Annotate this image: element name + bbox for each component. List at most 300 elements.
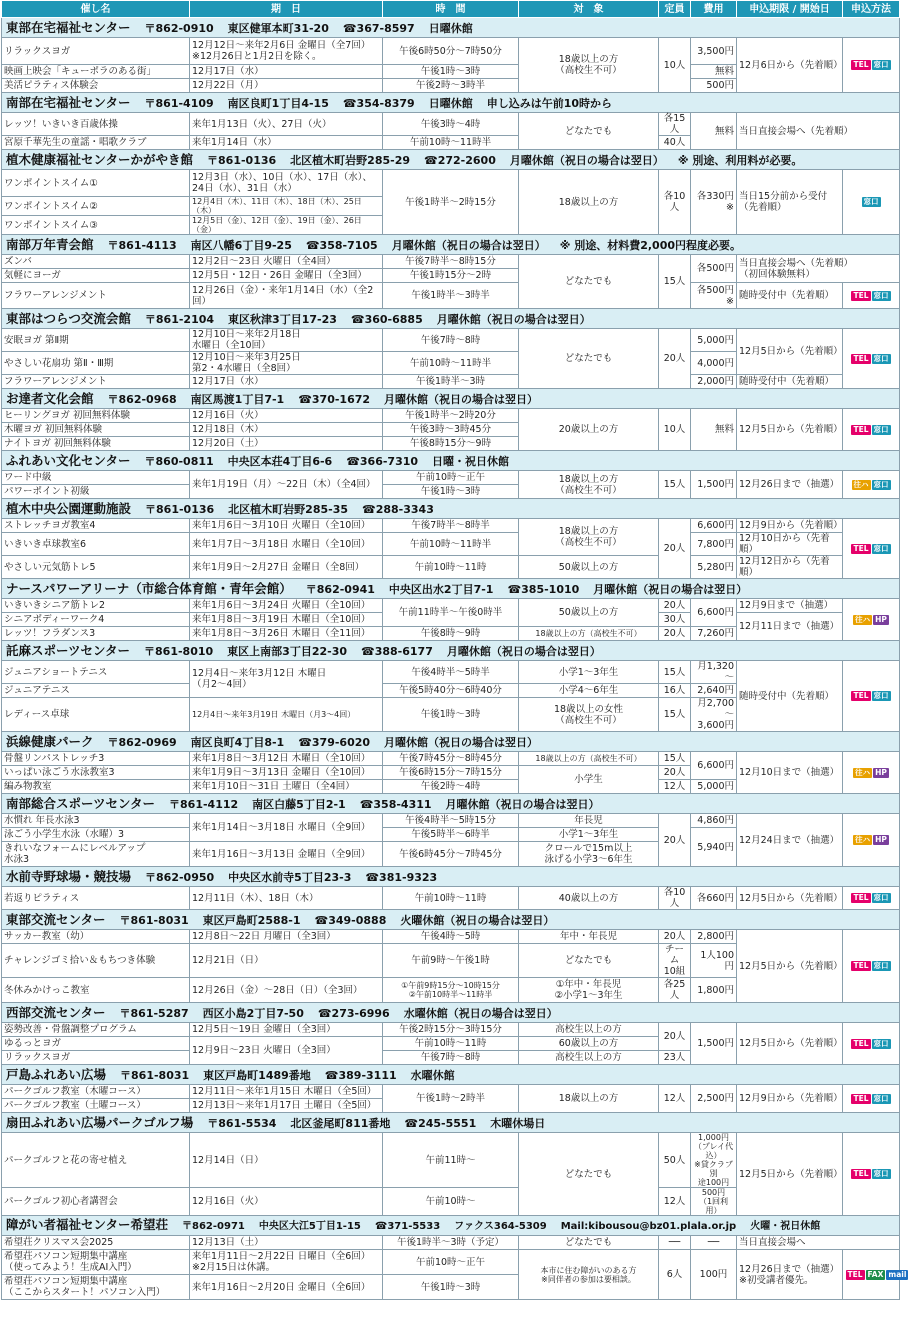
hp-badge: HP bbox=[875, 767, 887, 777]
facility-info: ☎349-0888 bbox=[314, 913, 387, 927]
event-capacity: 23人 bbox=[659, 1051, 691, 1065]
event-time: 午後2時～4時 bbox=[383, 780, 519, 794]
facility-info: ☎371-5533 bbox=[374, 1221, 441, 1232]
event-date: 来年1月19日（月）～22日（木）（全4回） bbox=[190, 471, 383, 499]
event-fee: 2,000円 bbox=[691, 375, 737, 389]
event-target: 18歳以上の方 （高校生不可） bbox=[519, 519, 659, 556]
facility-info: ※ 別途、利用料が必要。 bbox=[677, 153, 803, 167]
facility-name: ナースパワーアリーナ（市総合体育館・青年会館） bbox=[6, 580, 292, 596]
facility-info: ☎272-2600 bbox=[424, 153, 496, 167]
table-row bbox=[2, 255, 900, 269]
facility-name: 託麻スポーツセンター bbox=[6, 642, 131, 658]
facility-info: 〒860-0811 bbox=[144, 454, 214, 468]
event-fee: 月2,700～ 3,600円 bbox=[691, 698, 737, 732]
table-row bbox=[2, 471, 900, 485]
facility-name: 植木健康福祉センターかがやき館 bbox=[6, 151, 194, 167]
event-fee: 2,640円 bbox=[691, 684, 737, 698]
table-row bbox=[2, 1023, 900, 1037]
event-fee: 6,600円 bbox=[691, 519, 737, 533]
tel-badge: TEL bbox=[853, 290, 869, 300]
event-name: ワード中級 bbox=[2, 471, 190, 485]
facility-info: 日曜・祝日休館 bbox=[432, 454, 510, 468]
event-date: 12月22日（月） bbox=[190, 79, 383, 93]
facility-info: ☎379-6020 bbox=[298, 735, 371, 749]
event-time: 午前10時～11時 bbox=[383, 887, 519, 910]
table-row bbox=[2, 1236, 900, 1250]
table-row bbox=[2, 533, 900, 556]
event-apply: 当日直接会場へ（先着順） bbox=[737, 113, 900, 150]
event-target: 50歳以上の方 bbox=[519, 556, 659, 579]
event-capacity: 30人 bbox=[659, 613, 691, 627]
event-name: ワンポイントスイム① bbox=[2, 170, 190, 197]
event-fee: 5,000円 bbox=[691, 780, 737, 794]
col-header: 申込方法 bbox=[843, 1, 900, 18]
facility-info: 東区戸島町1489番地 bbox=[203, 1068, 311, 1082]
event-time: 午後6時15分～7時15分 bbox=[383, 766, 519, 780]
facility-header bbox=[2, 579, 900, 599]
event-target: どなたでも bbox=[519, 255, 659, 309]
event-name: 泳ごう小学生水泳（水曜）3 bbox=[2, 828, 190, 842]
event-time: 午後1時半～3時 bbox=[383, 375, 519, 389]
event-date: 12月9日～23日 火曜日（全3回） bbox=[190, 1037, 383, 1065]
window-badge: 窓口 bbox=[873, 691, 889, 700]
event-apply: 当日直接会場へ bbox=[737, 1236, 900, 1250]
event-capacity: 20人 bbox=[659, 329, 691, 389]
facility-info: ☎370-1672 bbox=[298, 392, 371, 406]
event-fee: 無料 bbox=[691, 65, 737, 79]
event-name: 気軽にヨーガ bbox=[2, 269, 190, 283]
event-target: 高校生以上の方 bbox=[519, 1051, 659, 1065]
event-apply: 随時受付中（先着順） bbox=[737, 661, 843, 732]
event-date: 12月18日（木） bbox=[190, 423, 383, 437]
event-date: 12月26日（金）～28日（日）（全3回） bbox=[190, 978, 383, 1003]
event-name: 若返りピラティス bbox=[2, 887, 190, 910]
facility-info: 月曜休館（祝日の場合は翌日） bbox=[445, 797, 600, 811]
facility-info: 月曜休館（祝日の場合は翌日） bbox=[384, 392, 539, 406]
event-fee: 5,000円 bbox=[691, 329, 737, 352]
facility-info: 火曜・祝日休館 bbox=[750, 1221, 821, 1232]
tel-badge: TEL bbox=[853, 1093, 869, 1103]
event-date: 来年1月14日（水） bbox=[190, 136, 383, 150]
event-target: 小学1～3年生 bbox=[519, 661, 659, 684]
event-name: 希望荘クリスマス会2025 bbox=[2, 1236, 190, 1250]
facility-info: 南区馬渡1丁目7-1 bbox=[190, 392, 285, 406]
window-badge: 窓口 bbox=[863, 197, 879, 206]
facility-header bbox=[2, 910, 900, 930]
tel-badge: TEL bbox=[853, 1169, 869, 1178]
event-name: ジュニアショートテニス bbox=[2, 661, 190, 684]
facility-info: 火曜休館（祝日の場合は翌日） bbox=[400, 913, 555, 927]
event-time: 午後7時～8時 bbox=[383, 1051, 519, 1065]
event-fee: 5,280円 bbox=[691, 556, 737, 579]
event-date: 12月5日・12日・26日 金曜日（全3回） bbox=[190, 269, 383, 283]
event-time: ①午前9時15分～10時15分 ②午前10時半～11時半 bbox=[383, 978, 519, 1003]
postcard-badge: 往ハ bbox=[855, 614, 871, 624]
event-name: フラワーアレンジメント bbox=[2, 283, 190, 309]
event-target: 小学生 bbox=[519, 766, 659, 794]
event-fee: 500円 bbox=[691, 79, 737, 93]
event-date: 12月12日～来年2月6日 金曜日（全7回） ※12月26日と1月2日を除く。 bbox=[190, 38, 383, 65]
facility-info: ☎388-6177 bbox=[361, 644, 433, 658]
event-time: 午後1時～3時 bbox=[383, 698, 519, 732]
apply-methods bbox=[843, 814, 900, 867]
apply-methods bbox=[843, 887, 900, 910]
col-header: 定員 bbox=[659, 1, 691, 18]
event-capacity: 12人 bbox=[659, 780, 691, 794]
apply-methods bbox=[843, 1023, 900, 1065]
event-time: 午前11時～ bbox=[383, 1133, 519, 1188]
apply-methods bbox=[843, 519, 900, 579]
facility-info: 中央区水前寺5丁目23-3 bbox=[228, 870, 352, 884]
facility-info: 〒862-0941 bbox=[305, 582, 375, 596]
apply-methods bbox=[843, 471, 900, 499]
facility-name: 東部交流センター bbox=[6, 911, 106, 927]
facility-info: ☎288-3343 bbox=[362, 502, 434, 516]
event-apply: 12月12日から（先着順） bbox=[737, 556, 843, 579]
facility-info: 南区白藤5丁目2-1 bbox=[252, 797, 346, 811]
window-badge: 窓口 bbox=[873, 1093, 889, 1103]
facility-name: 戸島ふれあい広場 bbox=[6, 1066, 107, 1082]
event-apply: 12月5日から（先着順） bbox=[737, 930, 843, 1003]
event-target: 年中・年長児 bbox=[519, 930, 659, 944]
event-apply: 12月26日まで（抽選） bbox=[737, 471, 843, 499]
facility-header bbox=[2, 309, 900, 329]
event-time: 午後1時半～3時（予定） bbox=[383, 1236, 519, 1250]
event-name: ナイトヨガ 初回無料体験 bbox=[2, 437, 190, 451]
event-fee: 4,860円 bbox=[691, 814, 737, 828]
event-fee: 500円 （1回利用） bbox=[691, 1188, 737, 1216]
event-name: いきいき卓球教室6 bbox=[2, 533, 190, 556]
facility-info: 南区八幡6丁目9-25 bbox=[190, 238, 292, 252]
event-date: 12月10日～来年3月25日 第2・4水曜日（全8回） bbox=[190, 352, 383, 375]
table-row bbox=[2, 661, 900, 684]
event-date: 来年1月9日～3月13日 金曜日（全10回） bbox=[190, 766, 383, 780]
table-row bbox=[2, 375, 900, 389]
event-target: 年長児 bbox=[519, 814, 659, 828]
event-name: リラックスヨガ bbox=[2, 1051, 190, 1065]
event-time: 午前10時～ bbox=[383, 1188, 519, 1216]
table-row bbox=[2, 752, 900, 766]
event-target: 18歳以上の方 bbox=[519, 1085, 659, 1113]
event-date: 来年1月7日～3月18日 水曜日（全10回） bbox=[190, 533, 383, 556]
event-time: 午後2時15分～3時15分 bbox=[383, 1023, 519, 1037]
facility-info: 南区良町1丁目4-15 bbox=[227, 96, 329, 110]
facility-info: 東区健軍本町31-20 bbox=[227, 21, 329, 35]
event-time: 午後4時半～5時15分 bbox=[383, 814, 519, 828]
event-name: パワーポイント初級 bbox=[2, 485, 190, 499]
event-fee: 1,500円 bbox=[691, 1023, 737, 1065]
event-target: クロールで15m以上 泳げる小学3～6年生 bbox=[519, 842, 659, 867]
window-badge: 窓口 bbox=[873, 1169, 889, 1178]
table-row bbox=[2, 930, 900, 944]
apply-methods bbox=[843, 38, 900, 93]
event-date: 12月5日～19日 金曜日（全3回） bbox=[190, 1023, 383, 1037]
facility-info: 中央区出水2丁目7-1 bbox=[388, 582, 494, 596]
facility-info: 北区植木町岩野285-35 bbox=[228, 502, 349, 516]
facility-info: 東区上南部3丁目22-30 bbox=[227, 644, 348, 658]
event-date: 12月4日～来年3月12日 木曜日 （月2～4回） bbox=[190, 661, 383, 698]
event-name: 骨盤リンパストレッチ3 bbox=[2, 752, 190, 766]
facility-info: ☎273-6996 bbox=[317, 1006, 390, 1020]
event-apply: 12月9日から（先着順） bbox=[737, 519, 843, 533]
event-date: 12月13日（土） bbox=[190, 1236, 383, 1250]
facility-name: 西部交流センター bbox=[6, 1004, 106, 1020]
facility-header bbox=[2, 732, 900, 752]
event-fee: ── bbox=[691, 1236, 737, 1250]
facility-info: 〒861-8010 bbox=[144, 644, 214, 658]
event-target: 小学4～6年生 bbox=[519, 684, 659, 698]
facility-info: 〒862-0969 bbox=[107, 735, 177, 749]
event-time: 午後1時半～2時15分 bbox=[383, 170, 519, 235]
table-row bbox=[2, 1250, 900, 1275]
facility-info: 〒861-0136 bbox=[145, 502, 215, 516]
event-apply: 12月5日から（先着順） bbox=[737, 329, 843, 375]
event-name: レッツ！いきいき百歳体操 bbox=[2, 113, 190, 136]
event-apply: 12月10日から（先着順） bbox=[737, 533, 843, 556]
event-date: 来年1月6日～3月24日 火曜日（全10回） bbox=[190, 599, 383, 613]
facility-info: 〒861-4112 bbox=[169, 797, 239, 811]
event-name: ワンポイントスイム③ bbox=[2, 216, 190, 235]
col-header: 時 間 bbox=[383, 1, 519, 18]
event-capacity: 12人 bbox=[659, 1085, 691, 1113]
event-target: 小学1～3年生 bbox=[519, 828, 659, 842]
table-row bbox=[2, 113, 900, 136]
tel-badge: TEL bbox=[853, 543, 869, 553]
event-fee: 各500円 ※ bbox=[691, 283, 737, 309]
event-time: 午後1時15分～2時 bbox=[383, 269, 519, 283]
event-capacity: チーム 10組 bbox=[659, 944, 691, 978]
hp-badge: HP bbox=[875, 835, 887, 844]
event-time: 午後7時半～8時半 bbox=[383, 519, 519, 533]
event-date: 12月21日（日） bbox=[190, 944, 383, 978]
facility-info: Mail:kibousou@bz01.plala.or.jp bbox=[560, 1221, 737, 1232]
event-time: 午後1時～3時 bbox=[383, 485, 519, 499]
event-fee: 6,600円 bbox=[691, 599, 737, 627]
event-date: 来年1月16日～2月20日 金曜日（全6回） bbox=[190, 1275, 383, 1300]
table-row bbox=[2, 1133, 900, 1188]
facility-info: 〒861-4109 bbox=[144, 96, 214, 110]
apply-methods bbox=[843, 599, 900, 641]
facility-info: 月曜休館（祝日の場合は翌日） bbox=[436, 312, 591, 326]
table-header bbox=[2, 1, 900, 18]
event-fee: 1,000円 （プレイ代込） ※貸クラブ別 途100円 bbox=[691, 1133, 737, 1188]
event-capacity: 20人 bbox=[659, 627, 691, 641]
event-date: 12月10日～来年2月18日 水曜日（全10回） bbox=[190, 329, 383, 352]
table-row bbox=[2, 170, 900, 197]
tel-badge: TEL bbox=[853, 961, 869, 970]
facility-info: 北区植木町岩野285-29 bbox=[290, 153, 411, 167]
table-row bbox=[2, 409, 900, 423]
event-time: 午後1時～2時半 bbox=[383, 1085, 519, 1113]
event-time: 午後1時半～2時20分 bbox=[383, 409, 519, 423]
event-name: 映画上映会「キューポラのある街」 bbox=[2, 65, 190, 79]
event-fee: 6,600円 bbox=[691, 752, 737, 780]
facility-info: 〒861-0136 bbox=[207, 153, 277, 167]
facility-info: 木曜休場日 bbox=[490, 1116, 546, 1130]
apply-methods bbox=[843, 752, 900, 794]
apply-methods bbox=[843, 661, 900, 732]
col-header: 対 象 bbox=[519, 1, 659, 18]
event-capacity: 20人 bbox=[659, 599, 691, 613]
event-fee: 無料 bbox=[691, 409, 737, 451]
event-time: 午前11時半～午後0時半 bbox=[383, 599, 519, 627]
event-target: 18歳以上の方（高校生不可） bbox=[519, 627, 659, 641]
event-name: 宮原千華先生の童謡・唱歌クラブ bbox=[2, 136, 190, 150]
table-row bbox=[2, 599, 900, 613]
facility-info: 南区良町4丁目8-1 bbox=[190, 735, 285, 749]
event-time: 午前10時～11時半 bbox=[383, 533, 519, 556]
event-capacity: 各10人 bbox=[659, 170, 691, 235]
facility-name: 水前寺野球場・競技場 bbox=[6, 868, 132, 884]
event-target: どなたでも bbox=[519, 1236, 659, 1250]
event-name: パークゴルフと花の寄せ植え bbox=[2, 1133, 190, 1188]
event-target: 20歳以上の方 bbox=[519, 409, 659, 451]
apply-methods bbox=[843, 1133, 900, 1216]
event-name: レディース卓球 bbox=[2, 698, 190, 732]
event-time: 午後1時～3時 bbox=[383, 1275, 519, 1300]
event-target: どなたでも bbox=[519, 944, 659, 978]
event-date: 12月16日（火） bbox=[190, 1188, 383, 1216]
event-time: 午後5時40分～6時40分 bbox=[383, 684, 519, 698]
event-fee: 各330円 ※ bbox=[691, 170, 737, 235]
event-name: 水慣れ 年長水泳3 bbox=[2, 814, 190, 828]
postcard-badge: 往ハ bbox=[853, 479, 869, 489]
event-capacity: 10人 bbox=[659, 38, 691, 93]
window-badge: 窓口 bbox=[873, 353, 889, 363]
window-badge: 窓口 bbox=[873, 290, 889, 300]
table-row bbox=[2, 814, 900, 828]
event-time: 午後4時～5時 bbox=[383, 930, 519, 944]
facility-info: ☎358-4311 bbox=[359, 797, 432, 811]
event-name: ヒーリングヨガ 初回無料体験 bbox=[2, 409, 190, 423]
facility-info: 西区小島2丁目7-50 bbox=[202, 1006, 304, 1020]
event-date: 12月14日（日） bbox=[190, 1133, 383, 1188]
event-fee: 無料 bbox=[691, 113, 737, 150]
event-name: 希望荘パソコン短期集中講座 （使ってみよう！生成AI入門） bbox=[2, 1250, 190, 1275]
facility-header bbox=[2, 1216, 900, 1236]
event-name: パークゴルフ教室（土曜コース） bbox=[2, 1099, 190, 1113]
event-date: 来年1月13日（火）、27日（火） bbox=[190, 113, 383, 136]
event-date: 12月11日（木）、18日（木） bbox=[190, 887, 383, 910]
event-capacity: 40人 bbox=[659, 136, 691, 150]
event-fee: 各500円 bbox=[691, 255, 737, 283]
facility-info: 月曜休館（祝日の場合は翌日） bbox=[593, 582, 748, 596]
event-capacity: 20人 bbox=[659, 930, 691, 944]
event-date: 12月8日～22日 月曜日（全3回） bbox=[190, 930, 383, 944]
event-fee: 5,940円 bbox=[691, 828, 737, 867]
facility-name: 植木中央公園運動施設 bbox=[6, 500, 132, 516]
event-time: 午前10時～11時半 bbox=[383, 352, 519, 375]
facility-info: 中央区大江5丁目1-15 bbox=[258, 1221, 361, 1232]
event-target: 高校生以上の方 bbox=[519, 1023, 659, 1037]
event-fee: 7,800円 bbox=[691, 533, 737, 556]
event-date: 来年1月8日～3月26日 木曜日（全11回） bbox=[190, 627, 383, 641]
event-time: 午後1時～3時 bbox=[383, 65, 519, 79]
event-fee: 3,500円 bbox=[691, 38, 737, 65]
event-date: 12月20日（土） bbox=[190, 437, 383, 451]
event-target: 60歳以上の方 bbox=[519, 1037, 659, 1051]
facility-name: お達者文化会館 bbox=[6, 390, 94, 406]
event-capacity: 16人 bbox=[659, 684, 691, 698]
event-name: きれいなフォームにレベルアップ 水泳3 bbox=[2, 842, 190, 867]
event-name: 冬休みかけっこ教室 bbox=[2, 978, 190, 1003]
event-target: 18歳以上の方 bbox=[519, 170, 659, 235]
tel-badge: TEL bbox=[853, 424, 869, 434]
event-fee: 月1,320～ bbox=[691, 661, 737, 684]
apply-methods bbox=[843, 283, 900, 309]
event-capacity: 10人 bbox=[659, 409, 691, 451]
event-time: 午後6時45分～7時45分 bbox=[383, 842, 519, 867]
event-apply: 随時受付中（先着順） bbox=[737, 375, 843, 389]
event-time: 午前10時～11時半 bbox=[383, 136, 519, 150]
table-row bbox=[2, 38, 900, 65]
facility-header bbox=[2, 389, 900, 409]
event-time: 午前10時～11時 bbox=[383, 556, 519, 579]
event-time: 午前10時～正午 bbox=[383, 1250, 519, 1275]
window-badge: 窓口 bbox=[873, 479, 889, 489]
facility-header bbox=[2, 1065, 900, 1085]
event-name: ズンバ bbox=[2, 255, 190, 269]
event-capacity: ── bbox=[659, 1236, 691, 1250]
event-capacity: 6人 bbox=[659, 1250, 691, 1300]
facility-header bbox=[2, 93, 900, 113]
facility-info: 〒861-2104 bbox=[144, 312, 215, 326]
event-date: 来年1月14日～3月18日 水曜日（全9回） bbox=[190, 814, 383, 842]
event-capacity: 20人 bbox=[659, 766, 691, 780]
event-apply: 12月5日から（先着順） bbox=[737, 1023, 843, 1065]
table-row bbox=[2, 283, 900, 309]
event-date: 12月17日（水） bbox=[190, 375, 383, 389]
event-apply: 12月5日から（先着順） bbox=[737, 887, 843, 910]
facility-info: 東区秋津3丁目17-23 bbox=[228, 312, 337, 326]
event-target: 18歳以上の方（高校生不可） bbox=[519, 752, 659, 766]
col-header: 期 日 bbox=[190, 1, 383, 18]
event-name: 姿勢改善・骨盤調整プログラム bbox=[2, 1023, 190, 1037]
facility-info: ☎358-7105 bbox=[305, 238, 378, 252]
apply-methods bbox=[843, 409, 900, 451]
event-time: 午後6時50分～7時50分 bbox=[383, 38, 519, 65]
event-date: 来年1月9日～2月27日 金曜日（全8回） bbox=[190, 556, 383, 579]
facility-info: 〒861-8031 bbox=[119, 913, 189, 927]
event-apply: 12月26日まで（抽選） ※初受講者優先。 bbox=[737, 1250, 843, 1300]
facility-info: ☎367-8597 bbox=[342, 21, 415, 35]
event-name: 希望荘パソコン短期集中講座 （ここからスタート！パソコン入門） bbox=[2, 1275, 190, 1300]
facility-info: 〒861-8031 bbox=[120, 1068, 190, 1082]
event-fee: 1,800円 bbox=[691, 978, 737, 1003]
event-target: どなたでも bbox=[519, 113, 659, 150]
event-time: 午後8時～9時 bbox=[383, 627, 519, 641]
event-apply: 当日15分前から受付（先着順） bbox=[737, 170, 843, 235]
facility-info: 〒862-0968 bbox=[107, 392, 177, 406]
event-name: サッカー教室（幼） bbox=[2, 930, 190, 944]
event-name: ジュニアテニス bbox=[2, 684, 190, 698]
event-date: 12月2日～23日 火曜日（全4回） bbox=[190, 255, 383, 269]
facility-header bbox=[2, 18, 900, 38]
facility-info: 北区釜尾町811番地 bbox=[290, 1116, 391, 1130]
event-target: 18歳以上の女性 （高校生不可） bbox=[519, 698, 659, 732]
postcard-badge: 往ハ bbox=[855, 767, 871, 777]
event-date: 12月13日～来年1月17日 土曜日（全5回） bbox=[190, 1099, 383, 1113]
event-fee: 2,500円 bbox=[691, 1085, 737, 1113]
event-name: 美活ピラティス体験会 bbox=[2, 79, 190, 93]
facility-info: 水曜休館 bbox=[410, 1068, 455, 1082]
facility-info: 〒862-0971 bbox=[182, 1221, 245, 1232]
event-time: 午後4時半～5時半 bbox=[383, 661, 519, 684]
table-row bbox=[2, 1085, 900, 1099]
apply-methods bbox=[843, 170, 900, 235]
event-name: いきいきシニア筋トレ2 bbox=[2, 599, 190, 613]
event-date: 来年1月8日～3月12日 木曜日（全10回） bbox=[190, 752, 383, 766]
